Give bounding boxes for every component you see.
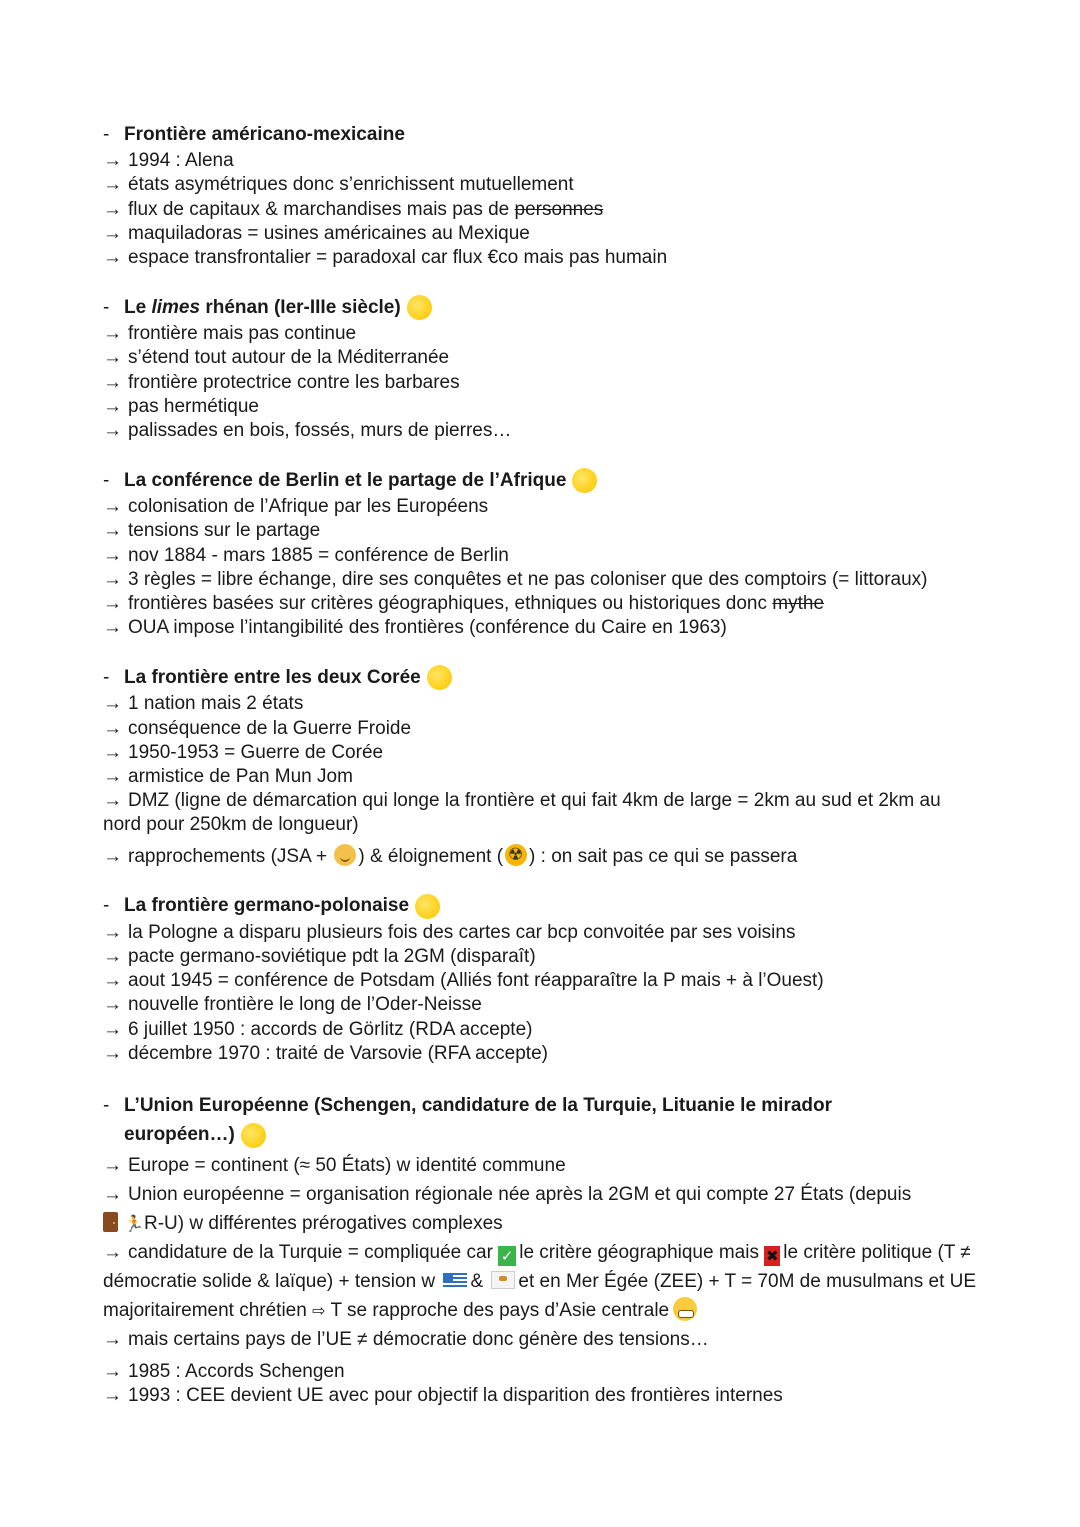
check-mark-icon: ✓	[498, 1246, 516, 1266]
arrow-icon: →	[103, 1329, 122, 1351]
section-berlin-conference	[103, 468, 983, 640]
note-line: → 1 nation mais 2 états	[103, 692, 983, 716]
arrow-icon: →	[103, 593, 122, 615]
implies-arrow-icon: ⇨	[312, 1301, 326, 1321]
arrow-icon: →	[103, 717, 122, 739]
arrow-icon: →	[103, 1042, 122, 1064]
arrow-icon: →	[103, 1184, 122, 1206]
section-title: Le limes rhénan (Ier-IIIe siècle)	[124, 296, 401, 318]
arrow-icon: →	[103, 970, 122, 992]
note-line: → DMZ (ligne de démarcation qui longe la frontière et qui fait 4km de large = 2km au sud et 2km au nord pour 250km de longueur)	[103, 790, 941, 836]
note-line: → frontières basées sur critères géographiques, ethniques ou historiques donc mythe	[103, 592, 983, 616]
arrow-icon: →	[103, 222, 122, 244]
arrow-icon: →	[103, 946, 122, 968]
arrow-icon: →	[103, 150, 122, 172]
struck-word: mythe	[772, 593, 825, 615]
arrow-icon: →	[103, 1242, 122, 1264]
arrow-icon: →	[103, 420, 122, 442]
arrow-icon: →	[103, 693, 122, 715]
arrow-icon: →	[103, 766, 122, 788]
section-heading: - Le limes rhénan (Ier-IIIe siècle)	[103, 295, 983, 320]
arrow-icon: →	[103, 544, 122, 566]
arrow-icon: →	[103, 1361, 122, 1383]
arrow-icon: →	[103, 1018, 122, 1040]
arrow-icon: →	[103, 395, 122, 417]
arrow-icon: →	[103, 347, 122, 369]
note-line: → aout 1945 = conférence de Potsdam (Alliés font réapparaître la P mais + à l’Ouest)	[103, 969, 983, 993]
greece-flag-icon	[443, 1273, 467, 1289]
section-limes-rhenan	[103, 295, 983, 443]
note-line: → nov 1884 - mars 1885 = conférence de Berlin	[103, 544, 983, 568]
section-heading: - La conférence de Berlin et le partage de l’Afrique	[103, 468, 983, 493]
section-heading: - Frontière américano-mexicaine	[103, 123, 983, 147]
arrow-icon: →	[103, 617, 122, 639]
note-line: → pacte germano-soviétique pdt la 2GM (disparaît)	[103, 945, 983, 969]
arrow-icon: →	[103, 323, 122, 345]
note-line: 🏃R-U) w différentes prérogatives complexes	[103, 1209, 983, 1238]
arrow-icon: →	[103, 741, 122, 763]
arrow-icon: →	[103, 1385, 122, 1407]
section-us-mexico	[103, 123, 983, 270]
arrow-icon: →	[103, 568, 122, 590]
section-germany-poland	[103, 894, 983, 1066]
section-title: L’Union Européenne (Schengen, candidature de la Turquie, Lituanie le mirador européen…)	[124, 1095, 833, 1146]
sun-emoji-icon	[241, 1123, 266, 1148]
section-korea	[103, 665, 983, 868]
note-line: → 1950-1953 = Guerre de Corée	[103, 741, 983, 765]
sun-emoji-icon	[415, 894, 440, 919]
arrow-icon: →	[103, 845, 122, 867]
note-line: → pas hermétique	[103, 395, 983, 419]
arrow-icon: →	[103, 247, 122, 269]
section-title: La frontière entre les deux Corée	[124, 666, 421, 688]
note-line: → armistice de Pan Mun Jom	[103, 765, 983, 789]
arrow-icon: →	[103, 496, 122, 518]
note-line: → 3 règles = libre échange, dire ses conquêtes et ne pas coloniser que des comptoirs (= littoraux)	[103, 568, 983, 592]
section-european-union	[103, 1091, 983, 1408]
cross-mark-icon: ✖	[765, 1247, 779, 1266]
note-line: → Union européenne = organisation régionale née après la 2GM et qui compte 27 États (depuis	[103, 1180, 983, 1209]
grimacing-face-icon	[673, 1297, 697, 1321]
sun-emoji-icon	[407, 295, 432, 320]
section-heading: - La frontière entre les deux Corée	[103, 665, 983, 690]
section-title: Frontière américano-mexicaine	[124, 124, 405, 145]
notes-page	[103, 123, 983, 1433]
note-line: → palissades en bois, fossés, murs de pierres…	[103, 419, 983, 443]
arrow-icon: →	[103, 921, 122, 943]
sun-emoji-icon	[572, 468, 597, 493]
note-line: → 1993 : CEE devient UE avec pour objectif la disparition des frontières internes	[103, 1385, 783, 1407]
note-line: → conséquence de la Guerre Froide	[103, 717, 983, 741]
note-line: → s’étend tout autour de la Méditerranée	[103, 346, 983, 370]
note-line: → 1985 : Accords Schengen	[103, 1361, 345, 1383]
struck-word: personnes	[514, 198, 604, 220]
section-title: La frontière germano-polonaise	[124, 895, 410, 917]
arrow-icon: →	[103, 198, 122, 220]
arrow-icon: →	[103, 371, 122, 393]
note-line: → tensions sur le partage	[103, 519, 983, 543]
cyprus-flag-icon	[491, 1271, 515, 1289]
note-line: → 1994 : Alena	[103, 149, 983, 173]
arrow-icon: →	[103, 174, 122, 196]
note-line: → mais certains pays de l’UE ≠ démocratie donc génère des tensions…	[103, 1325, 983, 1354]
note-line: → maquiladoras = usines américaines au Mexique	[103, 222, 983, 246]
note-line: → OUA impose l’intangibilité des frontières (conférence du Caire en 1963)	[103, 616, 983, 640]
section-heading: - La frontière germano-polonaise	[103, 894, 983, 919]
note-line: → candidature de la Turquie = compliquée car ✓ le critère géographique mais ✖ le critère politique (T ≠ démocratie solide & laïque) + tension w & et en Mer Égée (ZEE) + T = 70M de musulmans et UE majoritairement chrétien ⇨ T se rapproche des pays d’Asie centrale	[103, 1238, 983, 1325]
note-line: → états asymétriques donc s’enrichissent mutuellement	[103, 173, 983, 197]
note-line: → colonisation de l’Afrique par les Européens	[103, 495, 983, 519]
note-line: → frontière mais pas continue	[103, 322, 983, 346]
section-title: La conférence de Berlin et le partage de l’Afrique	[124, 469, 567, 491]
note-line: → flux de capitaux & marchandises mais pas de personnes	[103, 198, 983, 222]
arrow-icon: →	[103, 1155, 122, 1177]
sun-emoji-icon	[427, 665, 452, 690]
note-line: → 6 juillet 1950 : accords de Görlitz (RDA accepte)	[103, 1018, 983, 1042]
note-line: → espace transfrontalier = paradoxal car flux €co mais pas humain	[103, 246, 983, 270]
note-line: → décembre 1970 : traité de Varsovie (RFA accepte)	[103, 1042, 983, 1066]
arrow-icon: →	[103, 520, 122, 542]
smiling-face-icon	[334, 844, 356, 866]
note-line: → frontière protectrice contre les barbares	[103, 371, 983, 395]
note-line: → Europe = continent (≈ 50 États) w identité commune	[103, 1151, 983, 1180]
note-line: → rapprochements (JSA + ) & éloignement (☢ ) : on sait pas ce qui se passera	[103, 844, 983, 869]
door-icon	[103, 1212, 118, 1232]
arrow-icon: →	[103, 994, 122, 1016]
note-line: → nouvelle frontière le long de l’Oder-Neisse	[103, 993, 983, 1017]
section-heading: - L’Union Européenne (Schengen, candidature de la Turquie, Lituanie le mirador européen…)	[103, 1091, 924, 1149]
note-line: → la Pologne a disparu plusieurs fois des cartes car bcp convoitée par ses voisins	[103, 921, 983, 945]
arrow-icon: →	[103, 790, 122, 812]
running-person-icon: 🏃	[124, 1214, 144, 1234]
radioactive-icon	[505, 844, 527, 866]
